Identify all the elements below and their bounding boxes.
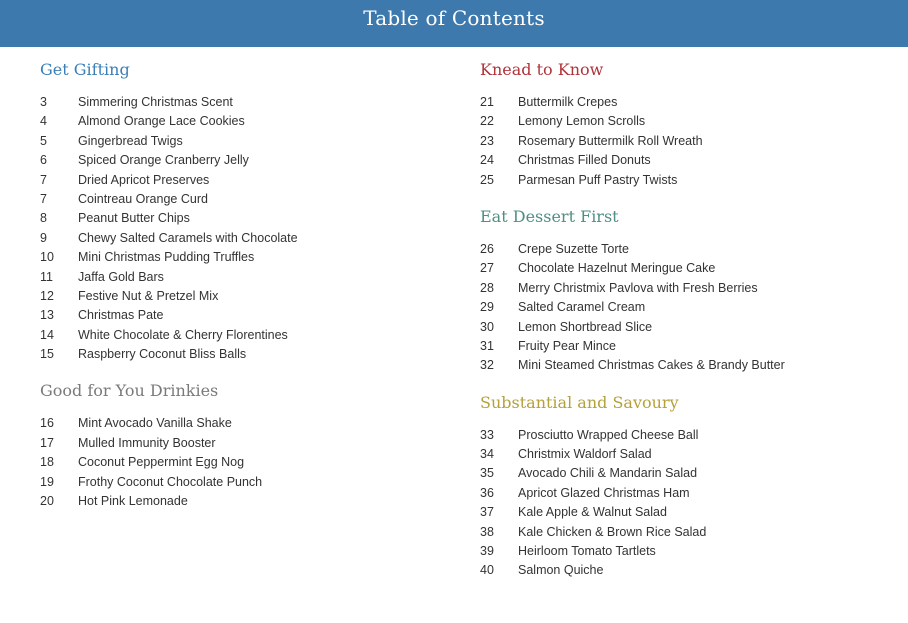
- recipe-name: Christmix Waldorf Salad: [518, 447, 652, 462]
- recipe-name: Mini Steamed Christmas Cakes & Brandy Butter: [518, 358, 785, 373]
- section-title: Eat Dessert First: [480, 206, 619, 226]
- recipe-name: Christmas Filled Donuts: [518, 153, 651, 168]
- recipe-name: Lemon Shortbread Slice: [518, 319, 653, 334]
- recipe-name: Buttermilk Crepes: [518, 95, 618, 109]
- toc-entry[interactable]: [480, 93, 900, 112]
- toc-entry[interactable]: [40, 151, 450, 170]
- page-number: 18: [40, 455, 54, 470]
- page-number: 28: [480, 280, 494, 295]
- page-number: 38: [480, 524, 494, 539]
- toc-entry[interactable]: [40, 93, 450, 112]
- page-number: 33: [480, 427, 494, 442]
- toc-entry[interactable]: [40, 492, 450, 511]
- toc-entry[interactable]: [40, 287, 450, 306]
- section-title: Get Gifting: [40, 60, 130, 79]
- toc-entry[interactable]: [480, 484, 900, 503]
- page-number: 36: [480, 485, 494, 500]
- page-number: 14: [40, 327, 54, 342]
- recipe-name: Chewy Salted Caramels with Chocolate: [78, 230, 298, 245]
- page-number: 21: [480, 95, 494, 109]
- page-number: 7: [40, 172, 47, 187]
- page-number: 5: [40, 133, 47, 148]
- page-number: 17: [40, 435, 54, 450]
- toc-entry[interactable]: [40, 326, 450, 345]
- toc-entry[interactable]: [40, 190, 450, 209]
- toc-entry[interactable]: [480, 561, 900, 580]
- recipe-name: Jaffa Gold Bars: [78, 269, 164, 284]
- page-number: 30: [480, 319, 494, 334]
- recipe-name: Rosemary Buttermilk Roll Wreath: [518, 133, 703, 148]
- recipe-name: Mint Avocado Vanilla Shake: [78, 416, 232, 431]
- toc-entry[interactable]: [40, 248, 450, 267]
- toc-entry[interactable]: [40, 473, 450, 492]
- toc-entry[interactable]: [480, 426, 900, 445]
- toc-entry[interactable]: [480, 171, 900, 190]
- toc-entry[interactable]: [40, 132, 450, 151]
- toc-entry[interactable]: [480, 151, 900, 170]
- page-number: 3: [40, 95, 47, 109]
- toc-section: [480, 391, 900, 581]
- toc-entry[interactable]: [40, 414, 450, 433]
- recipe-name: Christmas Pate: [78, 308, 164, 323]
- page-number: 19: [40, 474, 54, 489]
- toc-entry[interactable]: [480, 503, 900, 522]
- page-number: 31: [480, 338, 494, 353]
- recipe-name: Salted Caramel Cream: [518, 300, 646, 315]
- recipe-name: Frothy Coconut Chocolate Punch: [78, 474, 263, 489]
- toc-entry[interactable]: [480, 523, 900, 542]
- page-number: 4: [40, 114, 47, 129]
- recipe-name: Apricot Glazed Christmas Ham: [518, 485, 690, 500]
- recipe-name: Heirloom Tomato Tartlets: [518, 544, 656, 559]
- toc-entry[interactable]: [480, 259, 900, 278]
- page-number: 23: [480, 133, 494, 148]
- toc-entry[interactable]: [480, 132, 900, 151]
- recipe-name: Kale Chicken & Brown Rice Salad: [518, 524, 707, 539]
- recipe-name: Hot Pink Lemonade: [78, 494, 188, 509]
- page-title: Table of Contents: [363, 6, 545, 30]
- toc-section: [40, 379, 450, 511]
- page-number: 11: [40, 269, 53, 284]
- toc-entry[interactable]: [40, 112, 450, 131]
- page-number: 39: [480, 544, 494, 559]
- toc-entry[interactable]: [40, 229, 450, 248]
- toc-entry[interactable]: [40, 268, 450, 287]
- page-number: 15: [40, 347, 54, 362]
- page-number: 8: [40, 211, 47, 226]
- page-number: 34: [480, 447, 494, 462]
- recipe-name: Fruity Pear Mince: [518, 338, 616, 353]
- page-number: 32: [480, 358, 494, 373]
- recipe-name: Raspberry Coconut Bliss Balls: [78, 347, 247, 362]
- section-title: Substantial and Savoury: [480, 392, 679, 412]
- recipe-name: Mulled Immunity Booster: [78, 435, 216, 450]
- page-number: 35: [480, 466, 494, 481]
- recipe-name: Dried Apricot Preserves: [78, 172, 210, 187]
- recipe-name: Avocado Chili & Mandarin Salad: [518, 466, 698, 481]
- recipe-name: Crepe Suzette Torte: [518, 241, 629, 256]
- toc-entry[interactable]: [40, 209, 450, 228]
- page-number: 6: [40, 153, 47, 168]
- page-number: 26: [480, 241, 494, 256]
- header-bar: [0, 0, 908, 47]
- page-number: 12: [40, 288, 54, 303]
- page-number: 40: [480, 563, 494, 578]
- toc-entry[interactable]: [40, 345, 450, 364]
- toc-entry[interactable]: [40, 171, 450, 190]
- recipe-name: Mini Christmas Pudding Truffles: [78, 250, 255, 265]
- page-number: 20: [40, 494, 54, 509]
- section-title: Knead to Know: [480, 60, 604, 79]
- left-column: [40, 58, 450, 526]
- toc-section: [480, 205, 900, 376]
- right-column: [480, 58, 900, 596]
- toc-entry[interactable]: [480, 445, 900, 464]
- recipe-name: Simmering Christmas Scent: [78, 95, 233, 109]
- recipe-name: Festive Nut & Pretzel Mix: [78, 288, 219, 303]
- toc-entry[interactable]: [480, 112, 900, 131]
- recipe-name: Lemony Lemon Scrolls: [518, 114, 646, 129]
- recipe-name: Parmesan Puff Pastry Twists: [518, 172, 678, 187]
- recipe-name: Cointreau Orange Curd: [78, 191, 208, 206]
- recipe-name: Prosciutto Wrapped Cheese Ball: [518, 427, 699, 442]
- toc-entry[interactable]: [480, 542, 900, 561]
- toc-entry[interactable]: [40, 434, 450, 453]
- toc-entry[interactable]: [480, 356, 900, 375]
- toc-entry[interactable]: [480, 298, 900, 317]
- toc-entry[interactable]: [480, 279, 900, 298]
- recipe-name: Salmon Quiche: [518, 563, 604, 578]
- toc-entry[interactable]: [480, 337, 900, 356]
- toc-entry[interactable]: [480, 318, 900, 337]
- page-number: 13: [40, 308, 54, 323]
- toc-entry[interactable]: [40, 306, 450, 325]
- section-title: Good for You Drinkies: [40, 381, 219, 401]
- toc-section: [480, 58, 900, 190]
- recipe-name: White Chocolate & Cherry Florentines: [78, 327, 288, 342]
- page-number: 24: [480, 153, 494, 168]
- recipe-name: Peanut Butter Chips: [78, 211, 190, 226]
- recipe-name: Spiced Orange Cranberry Jelly: [78, 153, 249, 168]
- recipe-name: Coconut Peppermint Egg Nog: [78, 455, 245, 470]
- page-number: 25: [480, 172, 494, 187]
- page-number: 9: [40, 230, 47, 245]
- toc-entry[interactable]: [40, 453, 450, 472]
- page-number: 10: [40, 250, 54, 265]
- page-number: 37: [480, 505, 494, 520]
- recipe-name: Kale Apple & Walnut Salad: [518, 505, 667, 520]
- toc-entry[interactable]: [480, 464, 900, 483]
- recipe-name: Gingerbread Twigs: [78, 133, 183, 148]
- recipe-name: Merry Christmix Pavlova with Fresh Berries: [518, 280, 758, 295]
- recipe-name: Almond Orange Lace Cookies: [78, 114, 245, 129]
- page-number: 22: [480, 114, 494, 129]
- toc-entry[interactable]: [480, 240, 900, 259]
- page-number: 16: [40, 416, 54, 431]
- recipe-name: Chocolate Hazelnut Meringue Cake: [518, 261, 716, 276]
- page-number: 29: [480, 300, 494, 315]
- page-number: 7: [40, 191, 47, 206]
- page-number: 27: [480, 261, 494, 276]
- toc-section: [40, 58, 450, 364]
